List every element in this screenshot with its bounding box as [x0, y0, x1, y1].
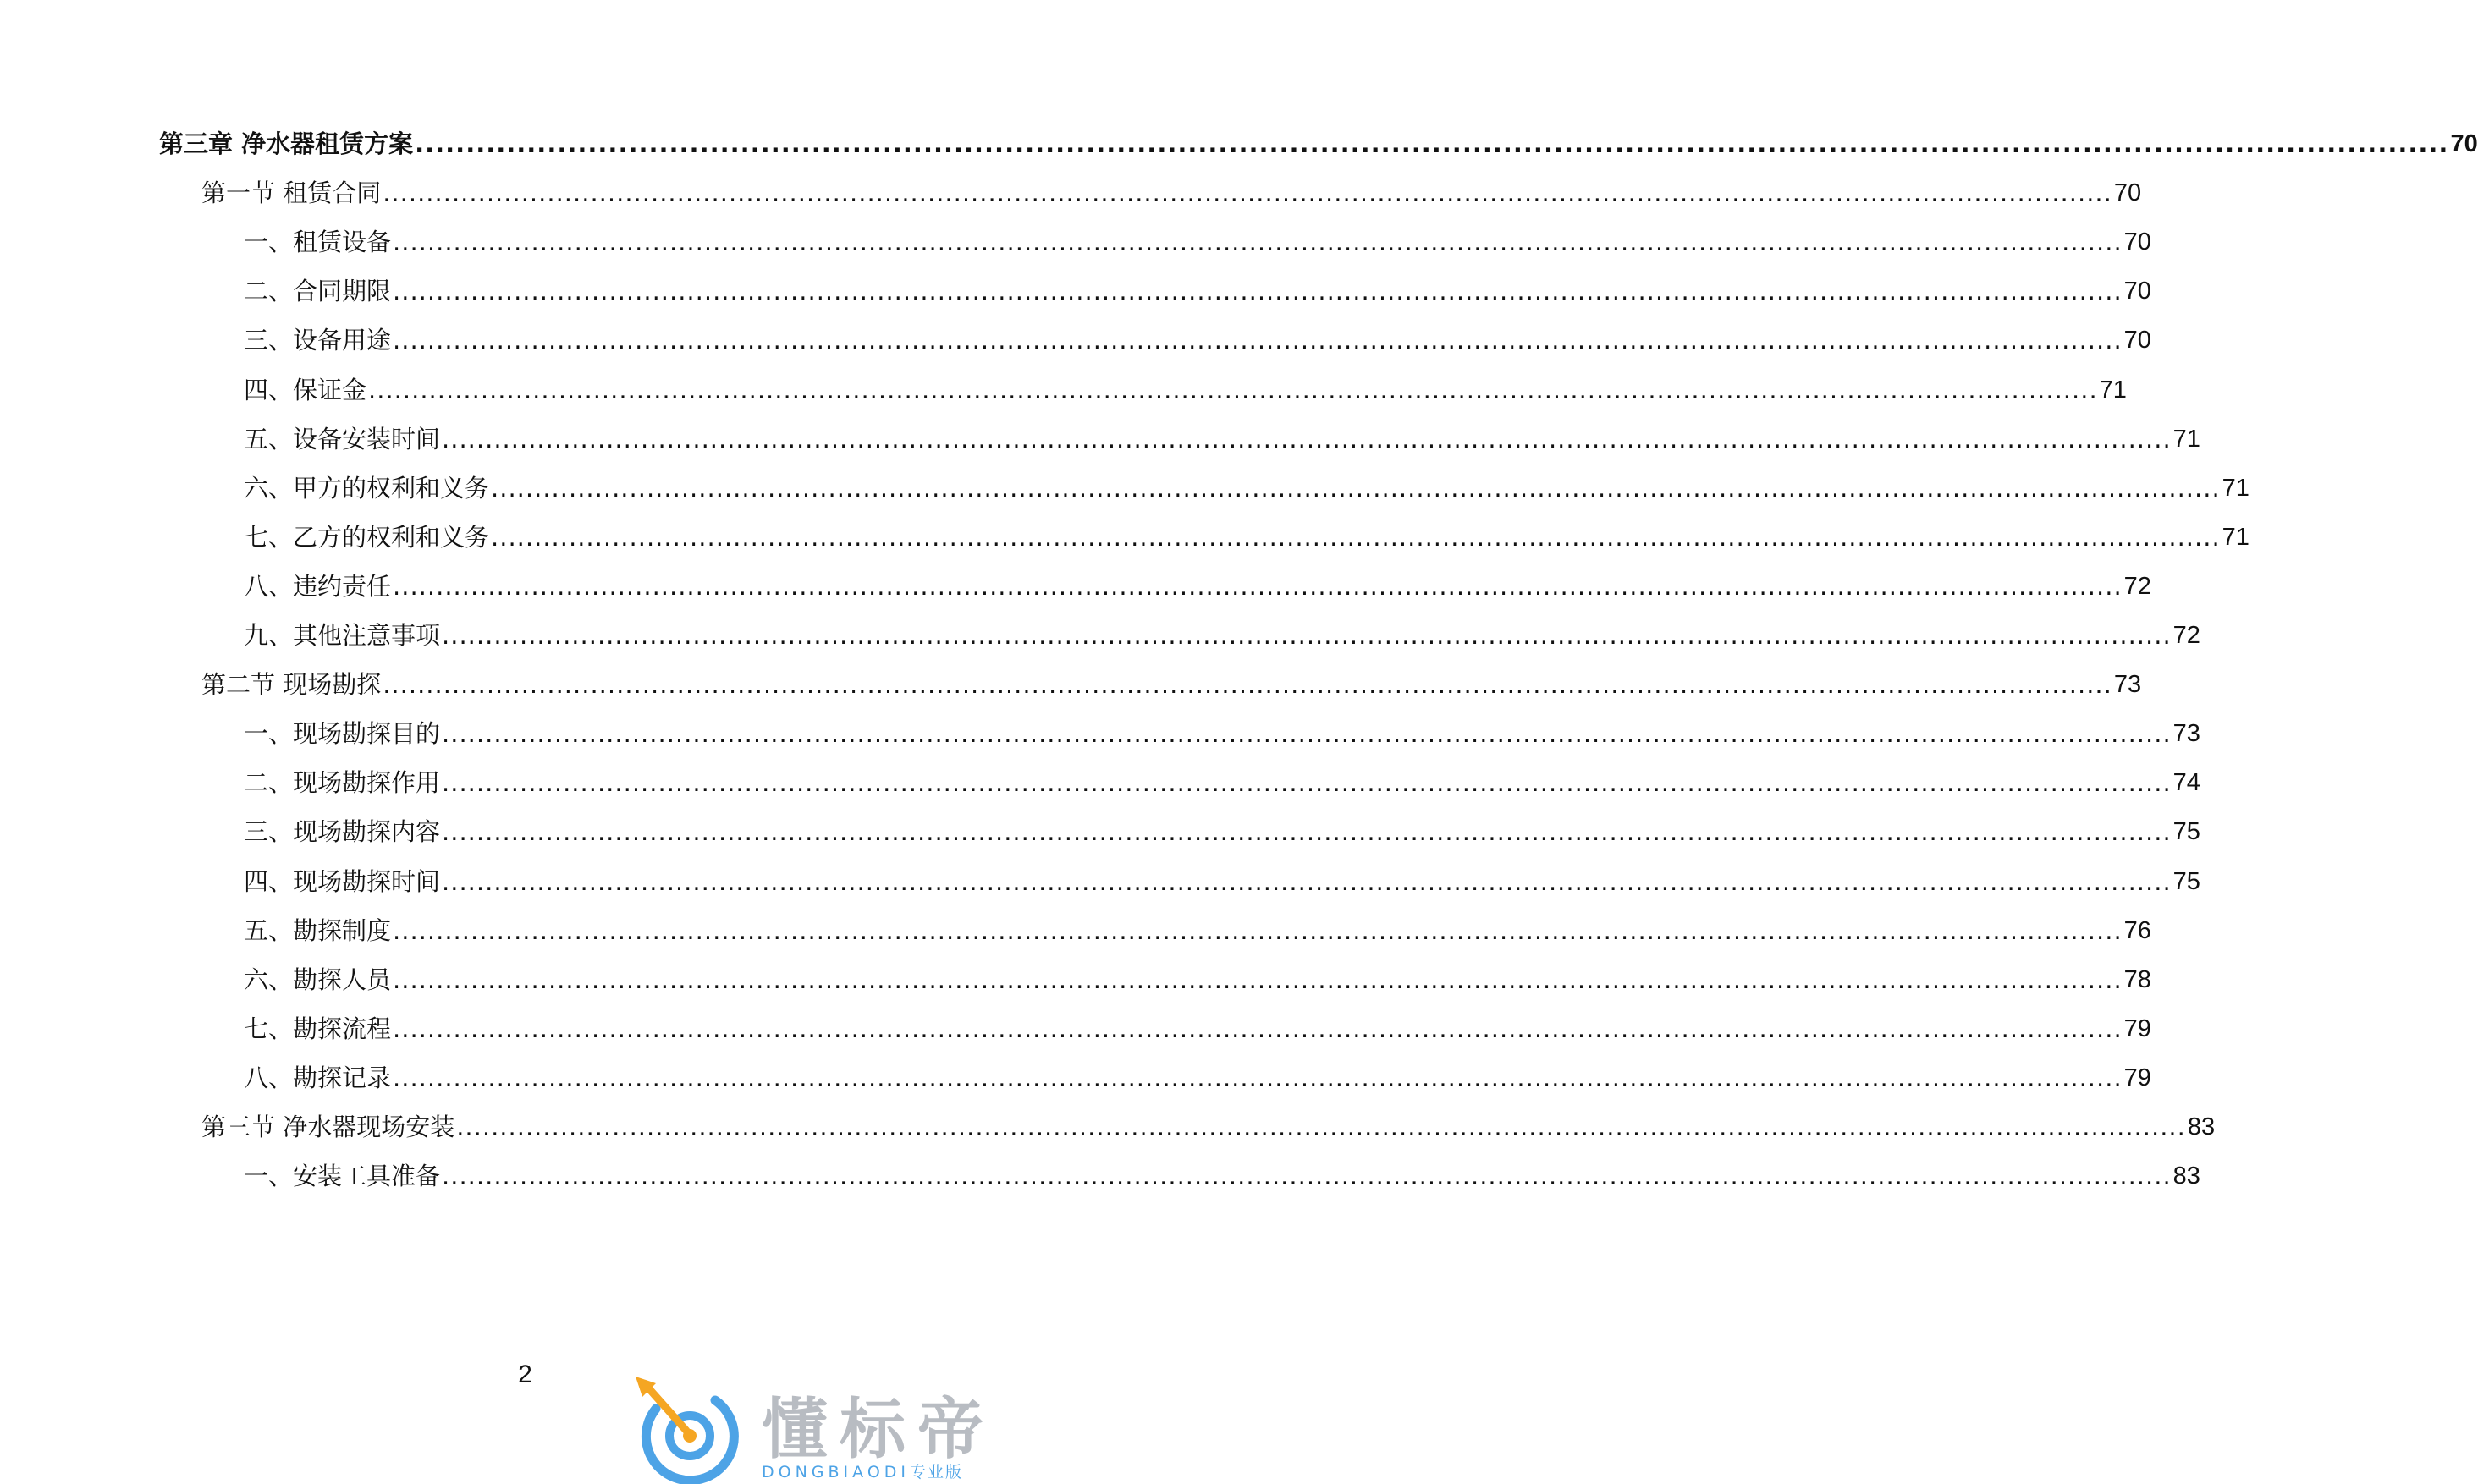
toc-dot-leader: ........................................................................................................................................................................................................ — [368, 375, 2098, 404]
toc-entry-label: 五、勘探制度 — [244, 915, 392, 945]
toc-subsection-entry[interactable] — [244, 422, 2200, 456]
toc-dot-leader: ........................................................................................................................................................................................................ — [442, 424, 2172, 453]
toc-entry-label: 八、违约责任 — [244, 571, 392, 601]
toc-entry-label: 三、现场勘探内容 — [244, 817, 441, 847]
toc-dot-leader: ........................................................................................................................................................................................................ — [442, 768, 2172, 798]
toc-dot-leader: ........................................................................................................................................................................................................ — [393, 228, 2123, 257]
toc-subsection-entry[interactable] — [244, 471, 2249, 505]
toc-entry-label: 第三节 净水器现场安装 — [201, 1113, 455, 1141]
toc-subsection-entry[interactable] — [244, 1061, 2151, 1095]
toc-subsection-entry[interactable] — [244, 373, 2127, 407]
toc-subsection-entry[interactable] — [244, 865, 2200, 899]
watermark — [631, 1375, 1037, 1481]
toc-subsection-entry[interactable] — [244, 274, 2151, 308]
toc-subsection-entry[interactable] — [244, 618, 2200, 652]
toc-dot-leader: ........................................................................................................................................................................................................ — [393, 1063, 2123, 1092]
toc-entry-label: 第一节 租赁合同 — [201, 179, 382, 208]
toc-entry-page: 76 — [2123, 916, 2151, 944]
toc-subsection-entry[interactable] — [244, 323, 2151, 357]
toc-dot-leader: ........................................................................................................................................................................................................ — [383, 670, 2112, 700]
toc-entry-label: 第二节 现场勘探 — [201, 670, 382, 700]
toc-entry-label: 三、设备用途 — [244, 326, 392, 355]
toc-dot-leader: ........................................................................................................................................................................................................ — [442, 719, 2172, 749]
toc-entry-page: 70 — [2123, 228, 2151, 256]
toc-section-entry[interactable] — [201, 176, 2142, 210]
toc-subsection-entry[interactable] — [244, 963, 2151, 997]
toc-entry-page: 75 — [2172, 818, 2200, 846]
toc-entry-label: 一、安装工具准备 — [244, 1162, 441, 1191]
toc-entry-page: 73 — [2172, 720, 2200, 748]
toc-entry-page: 79 — [2123, 1064, 2151, 1091]
toc-entry-page: 78 — [2123, 965, 2151, 993]
toc-entry-page: 70 — [2123, 278, 2151, 305]
toc-entry-label: 七、勘探流程 — [244, 1014, 392, 1043]
toc-entry-label: 六、甲方的权利和义务 — [244, 473, 490, 503]
toc-dot-leader: ........................................................................................................................................................................................................ — [393, 1014, 2123, 1043]
toc-subsection-entry[interactable] — [244, 717, 2200, 750]
toc-dot-leader: ........................................................................................................................................................................................................ — [383, 179, 2112, 208]
toc-entry-page: 70 — [2450, 130, 2478, 157]
page-number: 2 — [518, 1360, 532, 1388]
toc-entry-page: 71 — [2222, 523, 2249, 551]
toc-entry-page: 72 — [2172, 622, 2200, 649]
toc-dot-leader: ........................................................................................................................................................................................................ — [456, 1113, 2186, 1141]
toc-entry-label: 八、勘探记录 — [244, 1063, 392, 1092]
toc-dot-leader: ........................................................................................................................................................................................................ — [393, 326, 2123, 355]
toc-entry-label: 二、现场勘探作用 — [244, 768, 441, 798]
toc-entry-label: 五、设备安装时间 — [244, 424, 441, 453]
toc-subsection-entry[interactable] — [244, 1159, 2200, 1193]
toc-dot-leader: ........................................................................................................................................................................................................ — [393, 277, 2123, 306]
toc-subsection-entry[interactable] — [244, 914, 2151, 948]
toc-dot-leader: ........................................................................................................................................................................................................ — [415, 129, 2449, 158]
toc-dot-leader: ........................................................................................................................................................................................................ — [393, 571, 2123, 601]
toc-entry-label: 一、租赁设备 — [244, 228, 392, 257]
toc-subsection-entry[interactable] — [244, 766, 2200, 800]
watermark-brand: 懂标帝 — [762, 1392, 996, 1468]
toc-dot-leader: ........................................................................................................................................................................................................ — [491, 473, 2221, 503]
toc-entry-label: 四、现场勘探时间 — [244, 866, 441, 896]
toc-dot-leader: ........................................................................................................................................................................................................ — [393, 965, 2123, 994]
toc-entry-page: 72 — [2123, 572, 2151, 600]
toc-entry-page: 73 — [2113, 671, 2142, 699]
toc-dot-leader: ........................................................................................................................................................................................................ — [442, 621, 2172, 650]
toc-subsection-entry[interactable] — [244, 225, 2151, 259]
toc-entry-page: 70 — [2113, 179, 2142, 207]
toc-entry-page: 79 — [2123, 1014, 2151, 1042]
toc-entry-label: 四、保证金 — [244, 375, 367, 404]
toc-dot-leader: ........................................................................................................................................................................................................ — [442, 817, 2172, 847]
toc-entry-page: 83 — [2172, 1162, 2200, 1190]
watermark-pinyin: DONGBIAODI — [762, 1463, 911, 1481]
toc-dot-leader: ........................................................................................................................................................................................................ — [393, 915, 2123, 945]
toc-entry-label: 第三章 净水器租赁方案 — [159, 129, 414, 158]
toc-entry-page: 70 — [2123, 327, 2151, 355]
toc-dot-leader: ........................................................................................................................................................................................................ — [442, 1162, 2172, 1191]
watermark-subtitle — [762, 1459, 963, 1482]
target-arrow-logo-icon — [631, 1375, 749, 1481]
toc-subsection-entry[interactable] — [244, 815, 2200, 849]
toc-entry-page: 71 — [2099, 376, 2127, 404]
toc-entry-label: 七、乙方的权利和义务 — [244, 522, 490, 552]
toc-entry-label: 九、其他注意事项 — [244, 621, 441, 650]
toc-dot-leader: ........................................................................................................................................................................................................ — [491, 522, 2221, 552]
toc-entry-page: 83 — [2187, 1113, 2216, 1140]
toc-subsection-entry[interactable] — [244, 569, 2151, 603]
toc-section-entry[interactable] — [201, 668, 2142, 701]
toc-subsection-entry[interactable] — [244, 520, 2249, 554]
toc-entry-page: 71 — [2172, 425, 2200, 453]
toc-entry-page: 71 — [2222, 474, 2249, 502]
toc-subsection-entry[interactable] — [244, 1012, 2151, 1046]
toc-entry-page: 75 — [2172, 867, 2200, 895]
toc-entry-label: 二、合同期限 — [244, 277, 392, 306]
toc-entry-page: 74 — [2172, 769, 2200, 797]
toc-chapter-entry[interactable] — [159, 127, 2478, 161]
toc-section-entry[interactable] — [201, 1110, 2216, 1144]
watermark-edition: 专业版 — [910, 1463, 964, 1481]
toc-entry-label: 一、现场勘探目的 — [244, 719, 441, 749]
toc-entry-label: 六、勘探人员 — [244, 965, 392, 994]
toc-dot-leader: ........................................................................................................................................................................................................ — [442, 866, 2172, 896]
